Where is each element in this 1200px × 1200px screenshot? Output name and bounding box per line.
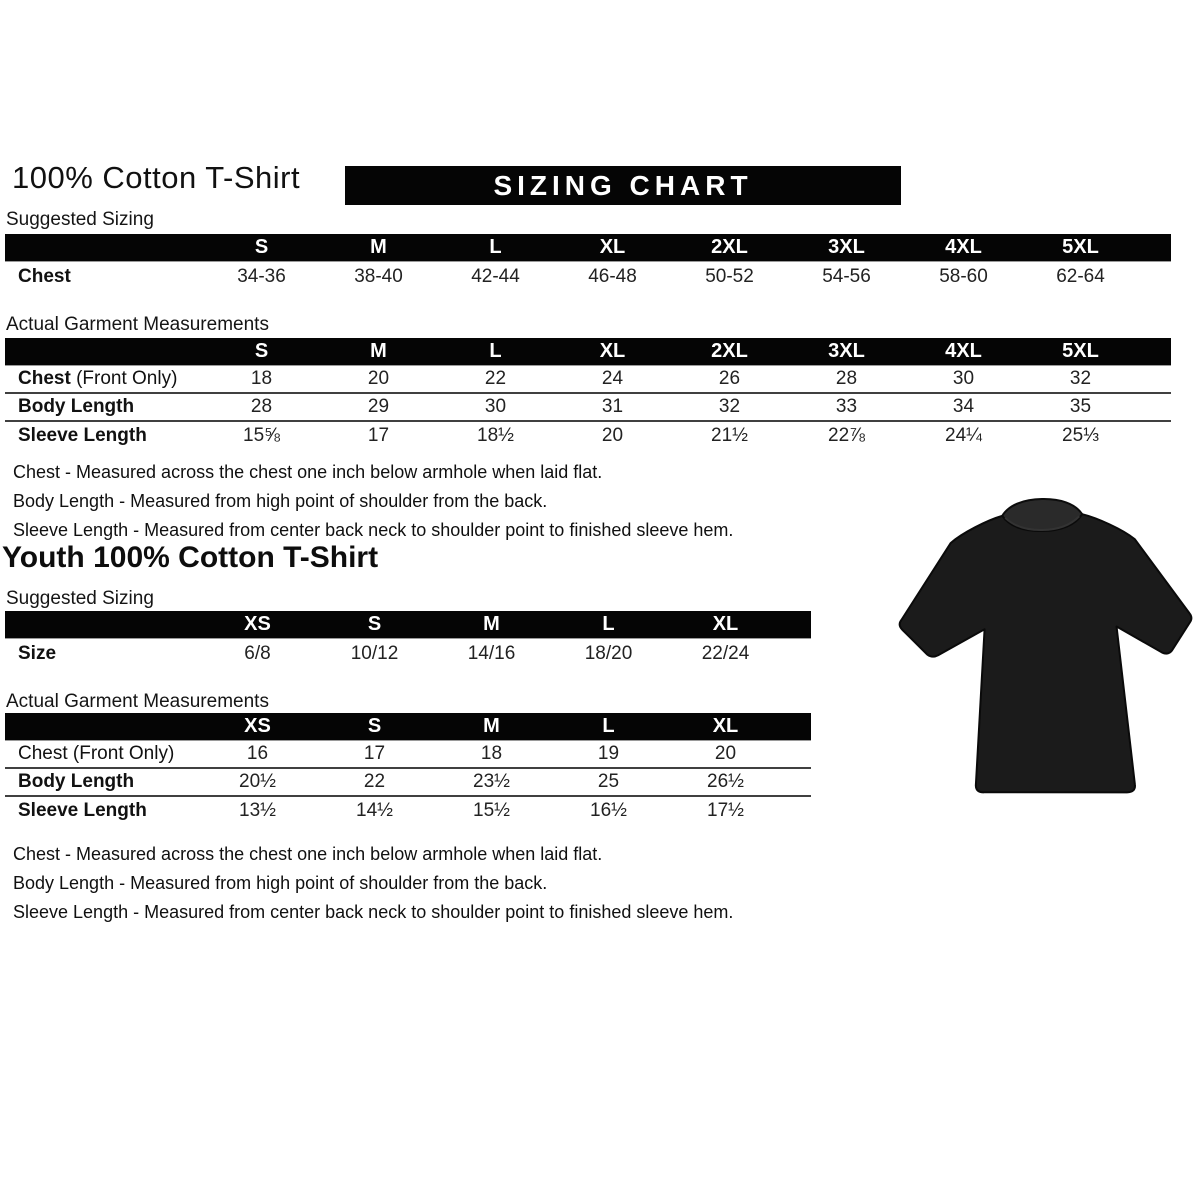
adult-actual-measurements-label: Actual Garment Measurements (6, 314, 269, 335)
sizing-chart-banner (345, 166, 901, 205)
measurement-value: 26 (671, 365, 788, 393)
table-row (5, 421, 1171, 449)
size-col-header: XL (667, 611, 784, 638)
adult-suggested-sizing-label: Suggested Sizing (6, 209, 154, 230)
row-label: Sleeve Length (5, 796, 199, 824)
measurement-value: 21½ (671, 421, 788, 449)
measurement-value: 18½ (437, 421, 554, 449)
size-col-header: L (550, 611, 667, 638)
measurement-value: 17 (316, 740, 433, 768)
youth-suggested-sizing-table (5, 611, 811, 670)
spacer-cell (784, 796, 811, 824)
spacer-cell (784, 638, 811, 670)
size-col-header: XS (199, 611, 316, 638)
measurement-value: 34 (905, 393, 1022, 421)
row-label: Body Length (5, 393, 203, 421)
measurement-value: 18/20 (550, 638, 667, 670)
table-row (5, 638, 811, 670)
measurement-value: 54-56 (788, 261, 905, 293)
adult-measurement-notes (13, 458, 733, 545)
measurement-value: 15⅝ (203, 421, 320, 449)
measurement-value: 15½ (433, 796, 550, 824)
measurement-value: 23½ (433, 768, 550, 796)
size-col-header: L (550, 713, 667, 740)
size-header-row (5, 611, 811, 638)
spacer-cell (1139, 421, 1171, 449)
measurement-value: 22/24 (667, 638, 784, 670)
table-row (5, 740, 811, 768)
table-row (5, 261, 1171, 293)
measurement-value: 18 (203, 365, 320, 393)
measurement-value: 33 (788, 393, 905, 421)
size-col-header: 2XL (671, 234, 788, 261)
measurement-value: 35 (1022, 393, 1139, 421)
measurement-value: 14/16 (433, 638, 550, 670)
spacer-cell (1139, 365, 1171, 393)
measurement-value: 32 (671, 393, 788, 421)
size-col-header: M (433, 611, 550, 638)
note-line: Chest - Measured across the chest one inch below armhole when laid flat. (13, 462, 603, 482)
measurement-value: 22 (316, 768, 433, 796)
measurement-value: 31 (554, 393, 671, 421)
measurement-value: 17½ (667, 796, 784, 824)
sizing-chart-banner-text: SIZING CHART (493, 169, 753, 201)
measurement-value: 16½ (550, 796, 667, 824)
size-col-header: 2XL (671, 338, 788, 365)
spacer-cell (1139, 393, 1171, 421)
measurement-value: 20 (554, 421, 671, 449)
measurement-value: 38-40 (320, 261, 437, 293)
measurement-value: 58-60 (905, 261, 1022, 293)
size-col-header: S (316, 713, 433, 740)
size-col-header: S (316, 611, 433, 638)
row-label: Chest (5, 261, 203, 293)
note-line: Sleeve Length - Measured from center back neck to shoulder point to finished sleeve hem. (13, 520, 734, 540)
table-row (5, 393, 1171, 421)
measurement-value: 28 (788, 365, 905, 393)
measurement-value: 26½ (667, 768, 784, 796)
measurement-value: 29 (320, 393, 437, 421)
corner-cell (5, 338, 203, 365)
measurement-value: 30 (437, 393, 554, 421)
note-line: Chest - Measured across the chest one inch below armhole when laid flat. (13, 844, 603, 864)
size-col-header: M (433, 713, 550, 740)
youth-measurement-notes (13, 840, 733, 927)
size-col-header: 4XL (905, 338, 1022, 365)
corner-cell (5, 713, 199, 740)
size-col-header: XS (199, 713, 316, 740)
size-col-header: L (437, 338, 554, 365)
adult-actual-measurements-table (5, 338, 1171, 449)
table-row (5, 365, 1171, 393)
measurement-value: 18 (433, 740, 550, 768)
size-col-header: XL (667, 713, 784, 740)
size-header-row (5, 234, 1171, 261)
size-col-header: 4XL (905, 234, 1022, 261)
measurement-value: 34-36 (203, 261, 320, 293)
youth-suggested-sizing-label: Suggested Sizing (6, 588, 154, 609)
spacer-cell (784, 768, 811, 796)
size-header-row (5, 338, 1171, 365)
corner-cell (5, 611, 199, 638)
measurement-value: 22⅞ (788, 421, 905, 449)
measurement-value: 42-44 (437, 261, 554, 293)
note-line: Body Length - Measured from high point of shoulder from the back. (13, 873, 548, 893)
measurement-value: 20 (320, 365, 437, 393)
black-tshirt-image (892, 492, 1198, 806)
size-col-header: XL (554, 234, 671, 261)
row-label: Body Length (5, 768, 199, 796)
measurement-value: 16 (199, 740, 316, 768)
tshirt-icon (892, 492, 1198, 806)
corner-cell (5, 234, 203, 261)
measurement-value: 10/12 (316, 638, 433, 670)
measurement-value: 28 (203, 393, 320, 421)
size-col-header: S (203, 234, 320, 261)
row-label: Sleeve Length (5, 421, 203, 449)
note-line: Body Length - Measured from high point of shoulder from the back. (13, 491, 548, 511)
measurement-value: 14½ (316, 796, 433, 824)
spacer-cell (1139, 261, 1171, 293)
note-line: Sleeve Length - Measured from center back neck to shoulder point to finished sleeve hem. (13, 902, 734, 922)
spacer-cell (1139, 234, 1171, 261)
spacer-cell (784, 611, 811, 638)
measurement-value: 24¼ (905, 421, 1022, 449)
size-col-header: 3XL (788, 338, 905, 365)
measurement-value: 17 (320, 421, 437, 449)
size-col-header: M (320, 338, 437, 365)
table-row (5, 768, 811, 796)
spacer-cell (1139, 338, 1171, 365)
adult-suggested-sizing-table (5, 234, 1171, 293)
row-label: Chest (Front Only) (5, 740, 199, 768)
youth-actual-measurements-label: Actual Garment Measurements (6, 691, 269, 712)
measurement-value: 46-48 (554, 261, 671, 293)
youth-actual-measurements-table (5, 713, 811, 824)
row-label: Chest (Front Only) (5, 365, 203, 393)
measurement-value: 20 (667, 740, 784, 768)
measurement-value: 32 (1022, 365, 1139, 393)
measurement-value: 24 (554, 365, 671, 393)
measurement-value: 25 (550, 768, 667, 796)
size-col-header: 5XL (1022, 234, 1139, 261)
youth-section-title: Youth 100% Cotton T-Shirt (2, 541, 379, 574)
size-col-header: 5XL (1022, 338, 1139, 365)
size-col-header: M (320, 234, 437, 261)
page-title: 100% Cotton T-Shirt (12, 160, 301, 195)
size-header-row (5, 713, 811, 740)
measurement-value: 30 (905, 365, 1022, 393)
measurement-value: 19 (550, 740, 667, 768)
size-col-header: S (203, 338, 320, 365)
measurement-value: 62-64 (1022, 261, 1139, 293)
spacer-cell (784, 713, 811, 740)
measurement-value: 6/8 (199, 638, 316, 670)
table-row (5, 796, 811, 824)
measurement-value: 13½ (199, 796, 316, 824)
size-col-header: 3XL (788, 234, 905, 261)
spacer-cell (784, 740, 811, 768)
size-col-header: XL (554, 338, 671, 365)
measurement-value: 22 (437, 365, 554, 393)
measurement-value: 50-52 (671, 261, 788, 293)
size-col-header: L (437, 234, 554, 261)
measurement-value: 20½ (199, 768, 316, 796)
measurement-value: 25⅓ (1022, 421, 1139, 449)
row-label: Size (5, 638, 199, 670)
